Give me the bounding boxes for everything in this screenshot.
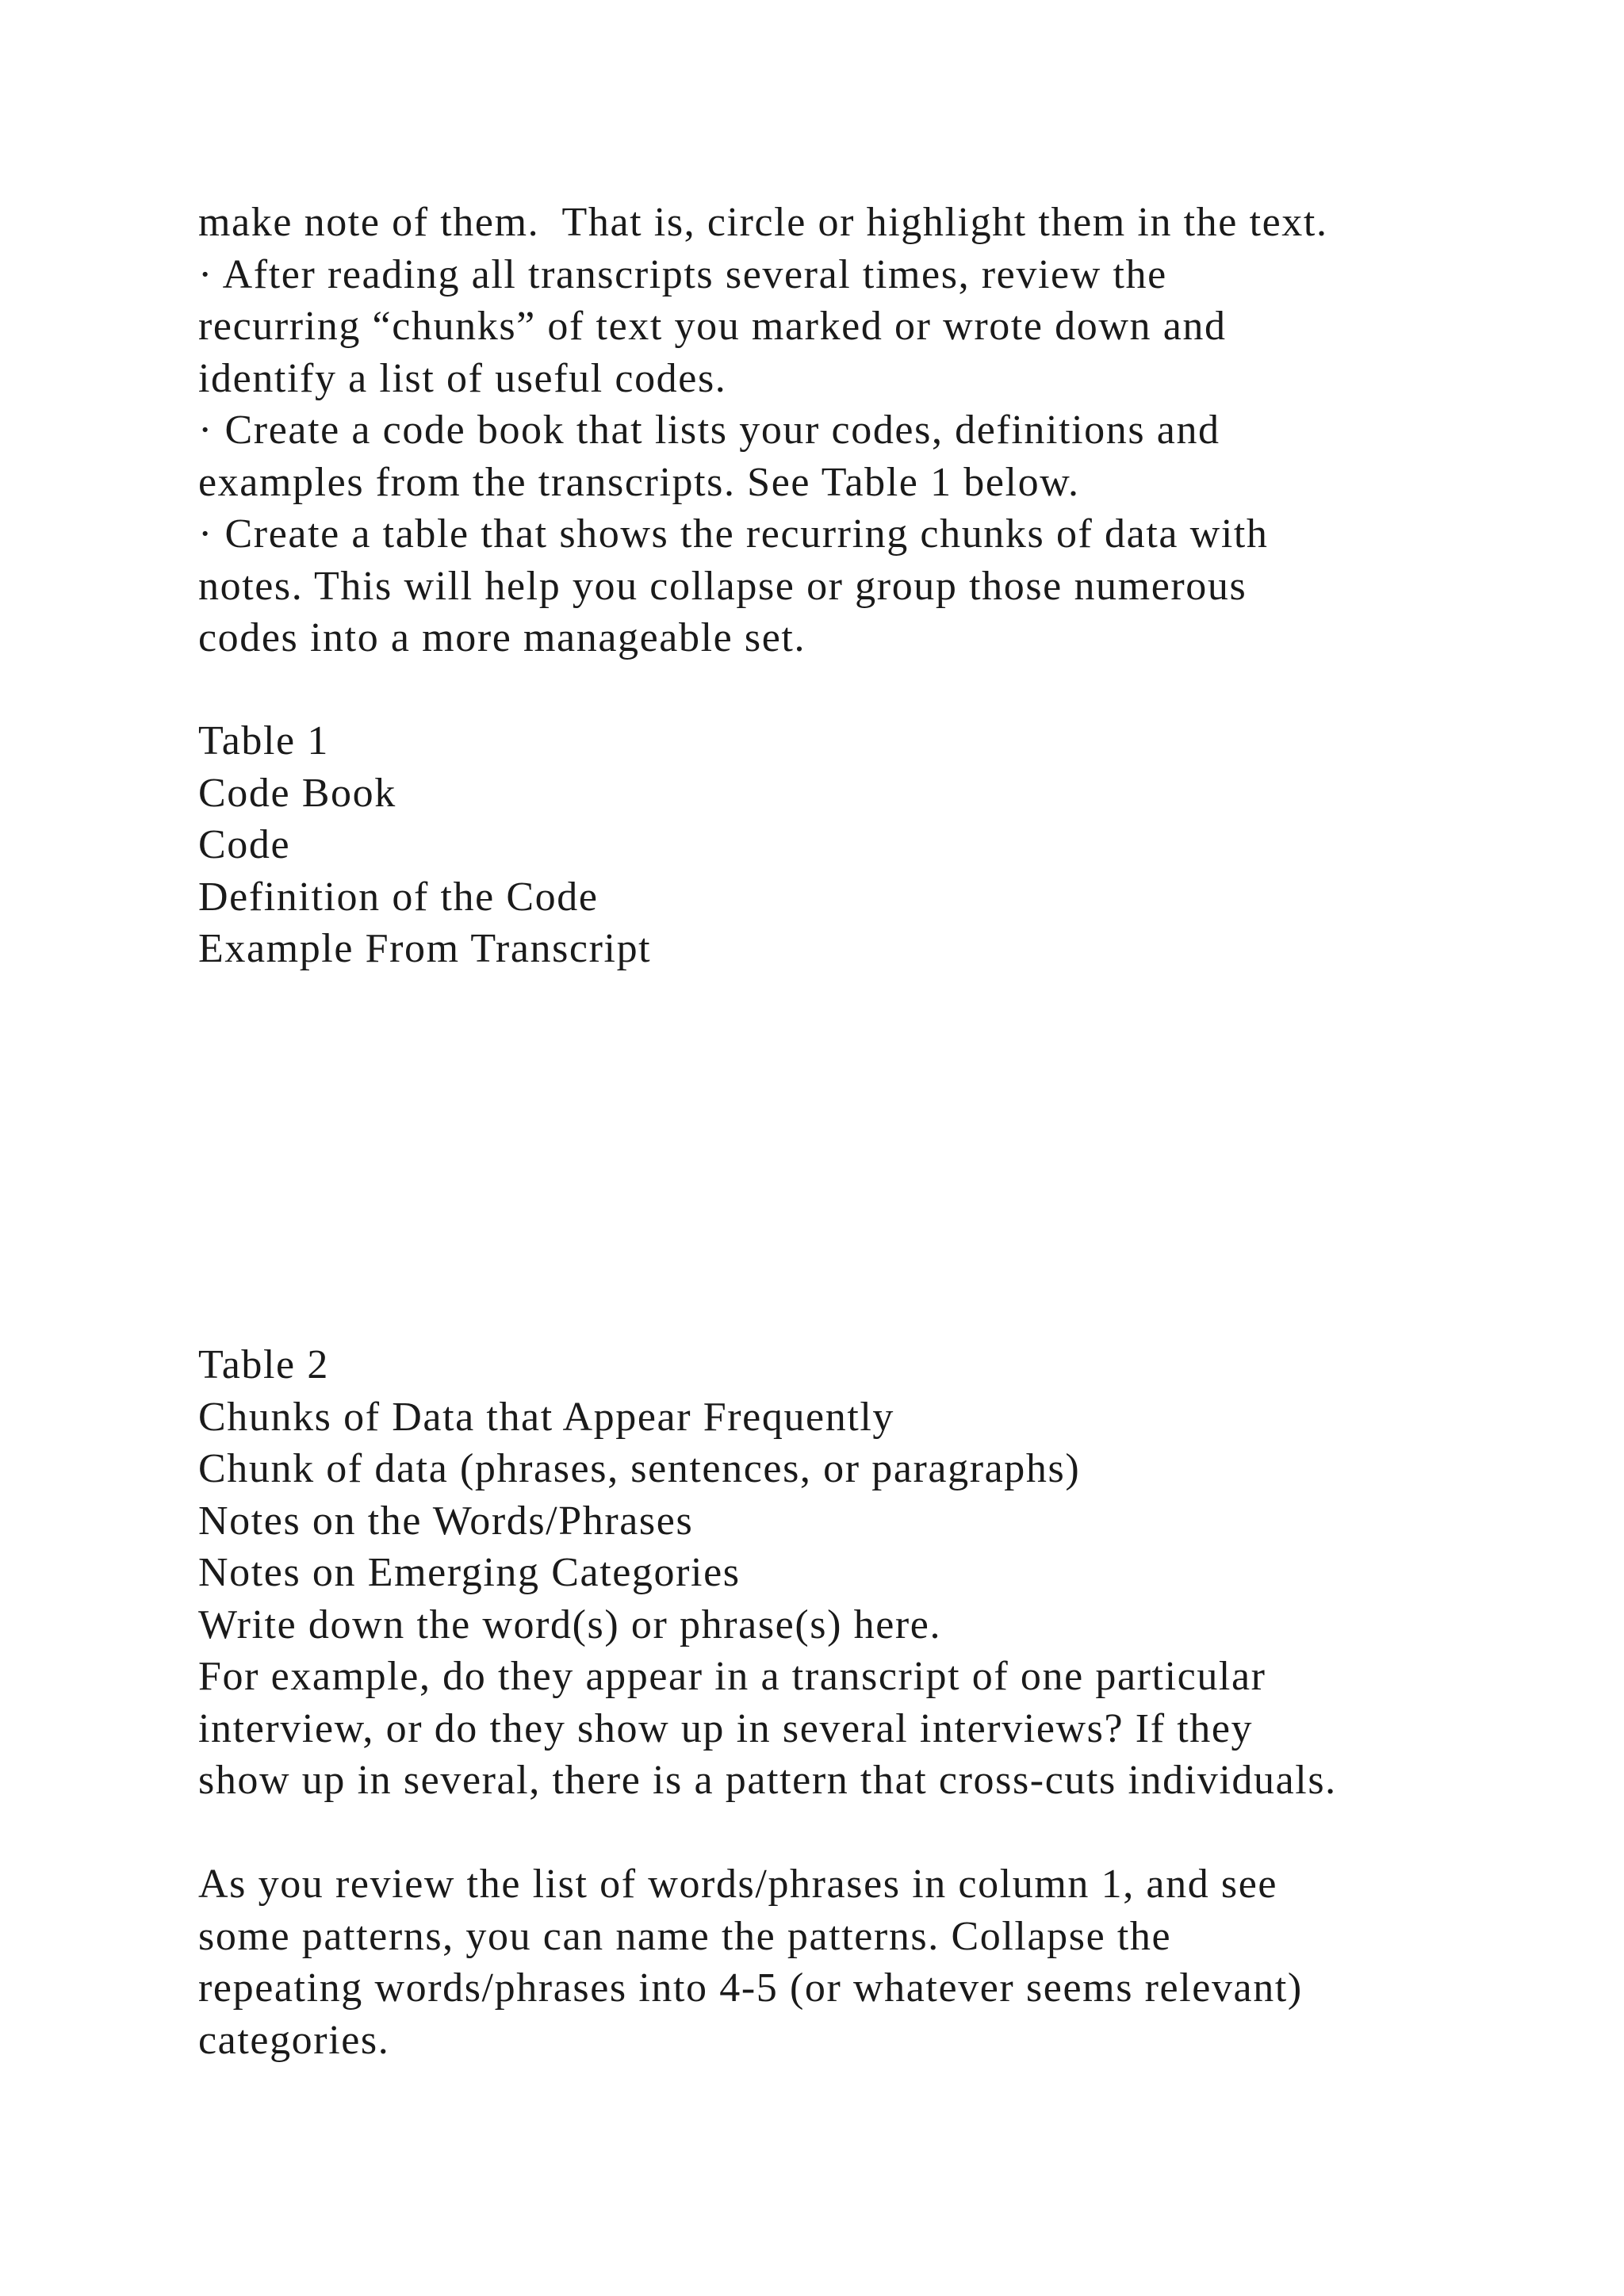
body-line: As you review the list of words/phrases in column 1, and see [198, 1862, 1278, 1907]
table-2-column-header-chunk: Chunk of data (phrases, sentences, or paragraphs) [198, 1446, 1081, 1491]
body-line: codes into a more manageable set. [198, 615, 806, 660]
body-line: notes. This will help you collapse or group those numerous [198, 563, 1247, 609]
table-1-column-header-definition: Definition of the Code [198, 874, 599, 920]
table-2-column-header-notes-words: Notes on the Words/Phrases [198, 1498, 694, 1544]
table-2-cell: Write down the word(s) or phrase(s) here. [198, 1601, 942, 1647]
body-line: recurring “chunks” of text you marked or wrote down and [198, 304, 1227, 349]
table-1-title: Code Book [198, 770, 396, 816]
body-line: some patterns, you can name the patterns. Collapse the [198, 1913, 1172, 1959]
table-2-label: Table 2 [198, 1342, 329, 1387]
body-line: make note of them. That is, circle or highlight them in the text. [198, 200, 1328, 245]
body-line: categories. [198, 2017, 390, 2063]
body-line: repeating words/phrases into 4-5 (or whatever seems relevant) [198, 1965, 1303, 2011]
table-2-cell: show up in several, there is a pattern that cross-cuts individuals. [198, 1758, 1337, 1803]
closing-paragraph [198, 1858, 1546, 2066]
table-2 [198, 1339, 1546, 1807]
bullet-line: · After reading all transcripts several times, review the [198, 251, 1167, 297]
instructions-block [198, 197, 1546, 664]
body-line: identify a list of useful codes. [198, 355, 727, 401]
table-1-column-header-code: Code [198, 822, 291, 867]
table-1-column-header-example: Example From Transcript [198, 926, 652, 971]
table-2-cell: For example, do they appear in a transcript of one particular [198, 1654, 1266, 1699]
table-1 [198, 715, 1546, 975]
table-1-label: Table 1 [198, 718, 329, 763]
table-2-cell: interview, or do they show up in several interviews? If they [198, 1705, 1254, 1751]
bullet-line: · Create a code book that lists your codes, definitions and [198, 408, 1220, 453]
table-2-title: Chunks of Data that Appear Frequently [198, 1394, 895, 1440]
table-2-column-header-notes-categories: Notes on Emerging Categories [198, 1550, 741, 1595]
body-line: examples from the transcripts. See Table 1 below. [198, 459, 1080, 505]
bullet-line: · Create a table that shows the recurring chunks of data with [198, 511, 1269, 557]
